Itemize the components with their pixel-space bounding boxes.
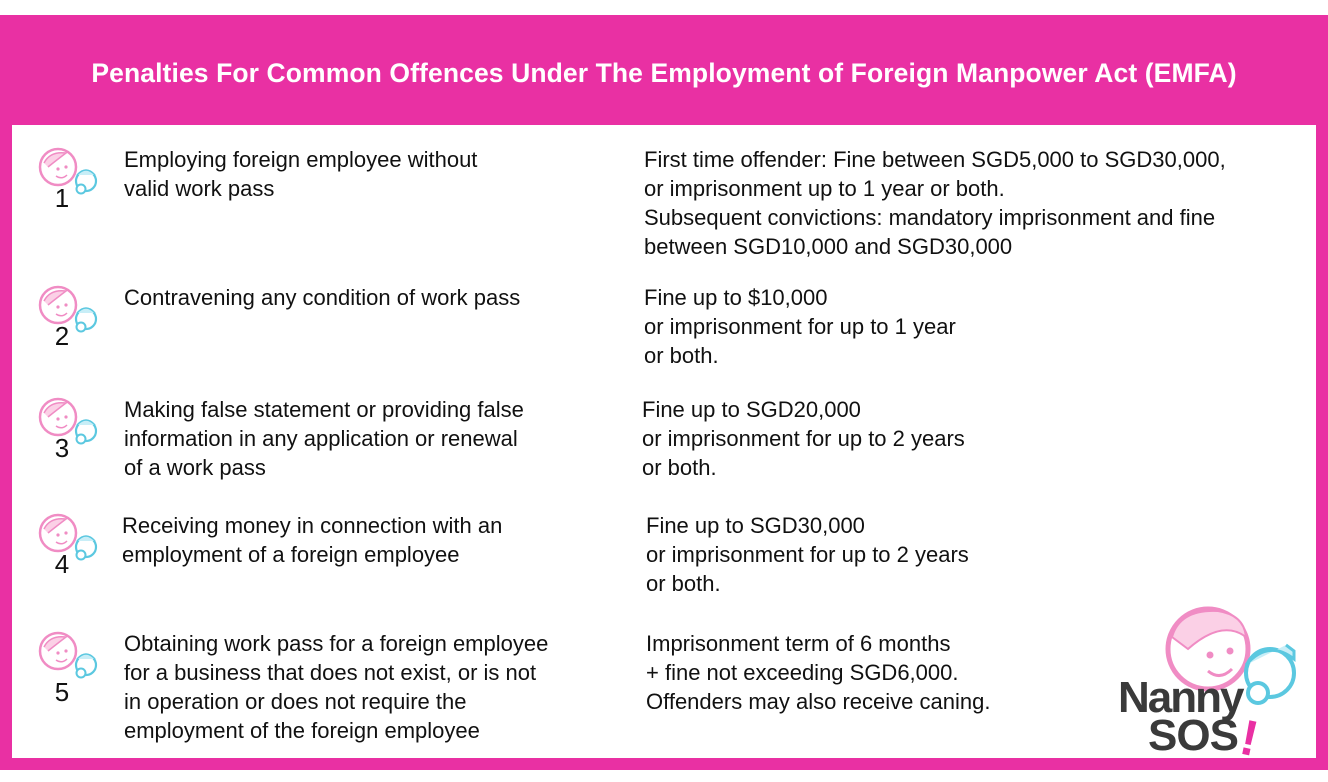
logo-word-nanny: Nanny	[1118, 673, 1243, 722]
page-title: Penalties For Common Offences Under The Employment of Foreign Manpower Act (EMFA)	[91, 57, 1237, 88]
row-number: 3	[54, 433, 70, 463]
row-number: 1	[54, 183, 70, 213]
offence-text: Making false statement or providing false information in any application or renewal of a work pass	[124, 397, 524, 480]
row-number: 5	[54, 677, 70, 707]
row-number: 2	[54, 321, 70, 351]
infographic-frame	[0, 15, 1328, 770]
nannysos-logo	[1118, 597, 1318, 768]
logo-exclamation: !	[1235, 708, 1264, 768]
offence-text: Receiving money in connection with an employment of a foreign employee	[122, 513, 503, 567]
penalty-row	[12, 395, 1316, 505]
offence-text: Employing foreign employee without valid work pass	[124, 147, 478, 201]
offence-text: Contravening any condition of work pass	[124, 285, 521, 310]
penalty-text: Imprisonment term of 6 months + fine not exceeding SGD6,000. Offenders may also receive caning.	[646, 631, 991, 714]
penalty-text: Fine up to SGD20,000 or imprisonment for up to 2 years or both.	[642, 397, 965, 480]
row-number: 4	[54, 549, 70, 579]
penalty-text: Fine up to SGD30,000 or imprisonment for up to 2 years or both.	[646, 513, 969, 596]
offence-text: Obtaining work pass for a foreign employee for a business that does not exist, or is not in operation or does not require the employment of the foreign employee	[124, 631, 549, 743]
penalties-panel	[12, 125, 1316, 768]
title-bar	[0, 15, 1328, 125]
penalty-row	[12, 283, 1316, 393]
penalty-text: Fine up to $10,000 or imprisonment for up to 1 year or both.	[644, 285, 956, 368]
logo-word-sos: SOS	[1148, 711, 1238, 760]
penalty-text: First time offender: Fine between SGD5,000 to SGD30,000, or imprisonment up to 1 year or both. Subsequent convictions: mandatory imprisonment and fine between SGD10,000 and SGD30,000	[644, 147, 1226, 259]
penalty-row	[12, 145, 1316, 259]
